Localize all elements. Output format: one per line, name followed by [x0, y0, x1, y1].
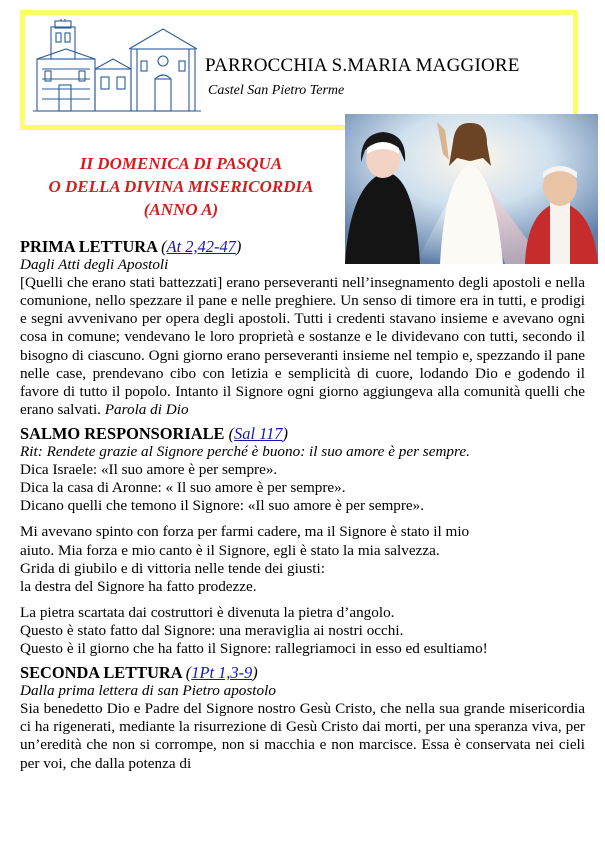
seconda-lettura-source: Dalla prima lettera di san Pietro apostolo — [20, 682, 276, 700]
salmo-line: Mi avevano spinto con forza per farmi cadere, ma il Signore è stato il mio — [20, 523, 470, 541]
seconda-lettura-body: Sia benedetto Dio e Padre del Signore nostro Gesù Cristo, che nella sua grande misericordia ci ha rigenerati, mediante la risurrezione di Gesù Cristo dai morti, per una speranza viva, per un’eredità che non si corrompe, non si macchia e non marcisce. Essa è conservata nei cieli per voi, che dalla potenza di — [20, 700, 585, 772]
salmo-line: Grida di giubilo e di vittoria nelle tende dei giusti: — [20, 559, 325, 577]
prima-lettura-closing: Parola di Dio — [104, 400, 189, 418]
seconda-lettura-heading: SECONDA LETTURA (1Pt 1,3-9) — [20, 663, 258, 683]
title-line-3: (ANNO A) — [143, 200, 219, 219]
prima-lettura-ref-link[interactable]: At 2,42-47 — [166, 237, 236, 256]
title-line-2: O DELLA DIVINA MISERICORDIA — [48, 177, 314, 196]
prima-lettura-source: Dagli Atti degli Apostoli — [20, 256, 169, 274]
parish-header — [20, 10, 578, 130]
readings-content — [20, 238, 585, 773]
seconda-lettura-ref: (1Pt 1,3-9) — [185, 663, 258, 683]
salmo-line: aiuto. Mia forza e mio canto è il Signore, egli è stato la mia salvezza. — [20, 541, 440, 559]
parish-name: PARROCCHIA S.MARIA MAGGIORE — [205, 55, 520, 76]
prima-lettura-body: [Quelli che erano stati battezzati] erano perseveranti nell’insegnamento degli apostoli e nella comunione, nello spezzare il pane e nelle preghiere. Un senso di timore era in tutti, e prodigi e segni avvenivano per opera degli apostoli. Tutti i credenti stavano insieme e avevano ogni cosa in comune; vendevano le loro proprietà e sostanze e le dividevano con tutti, secondo il bisogno di ciascuno. Ogni giorno erano perseveranti insieme nel tempio e, spezzando il pane nelle case, prendevano cibo con letizia e semplicità di cuore, lodando Dio e godendo il favore di tutto il popolo. Intanto il Signore ogni giorno aggiungeva alla comunità quelli che erano salvati. — [20, 274, 585, 418]
salmo-line: Questo è il giorno che ha fatto il Signore: rallegriamoci in esso ed esultiamo! — [20, 639, 488, 657]
prima-lettura-ref: (At 2,42-47) — [161, 237, 242, 256]
prima-lettura-heading: PRIMA LETTURA (At 2,42-47) — [20, 237, 242, 256]
salmo-ref: (Sal 117) — [228, 423, 288, 443]
salmo-line: Questo è stato fatto dal Signore: una meraviglia ai nostri occhi. — [20, 621, 404, 639]
seconda-lettura-ref-link[interactable]: 1Pt 1,3-9 — [191, 663, 253, 683]
salmo-refrain: Rit: Rendete grazie al Signore perché è buono: il suo amore è per sempre. — [20, 443, 470, 461]
title-line-1: II DOMENICA DI PASQUA — [79, 154, 283, 173]
liturgy-title — [20, 152, 342, 221]
salmo-ref-link[interactable]: Sal 117 — [234, 423, 283, 443]
church-building-icon — [33, 19, 201, 117]
prima-lettura-text — [20, 274, 585, 419]
salmo-line: Dica la casa di Aronne: « Il suo amore è per sempre». — [20, 479, 346, 497]
salmo-line: Dicano quelli che temono il Signore: «Il suo amore è per sempre». — [20, 497, 425, 515]
salmo-line: Dica Israele: «Il suo amore è per sempre». — [20, 461, 278, 479]
salmo-line: La pietra scartata dai costruttori è divenuta la pietra d’angolo. — [20, 603, 395, 621]
salmo-heading: SALMO RESPONSORIALE (Sal 117) — [20, 423, 288, 443]
parish-town: Castel San Pietro Terme — [208, 83, 345, 98]
salmo-line: la destra del Signore ha fatto prodezze. — [20, 577, 257, 595]
